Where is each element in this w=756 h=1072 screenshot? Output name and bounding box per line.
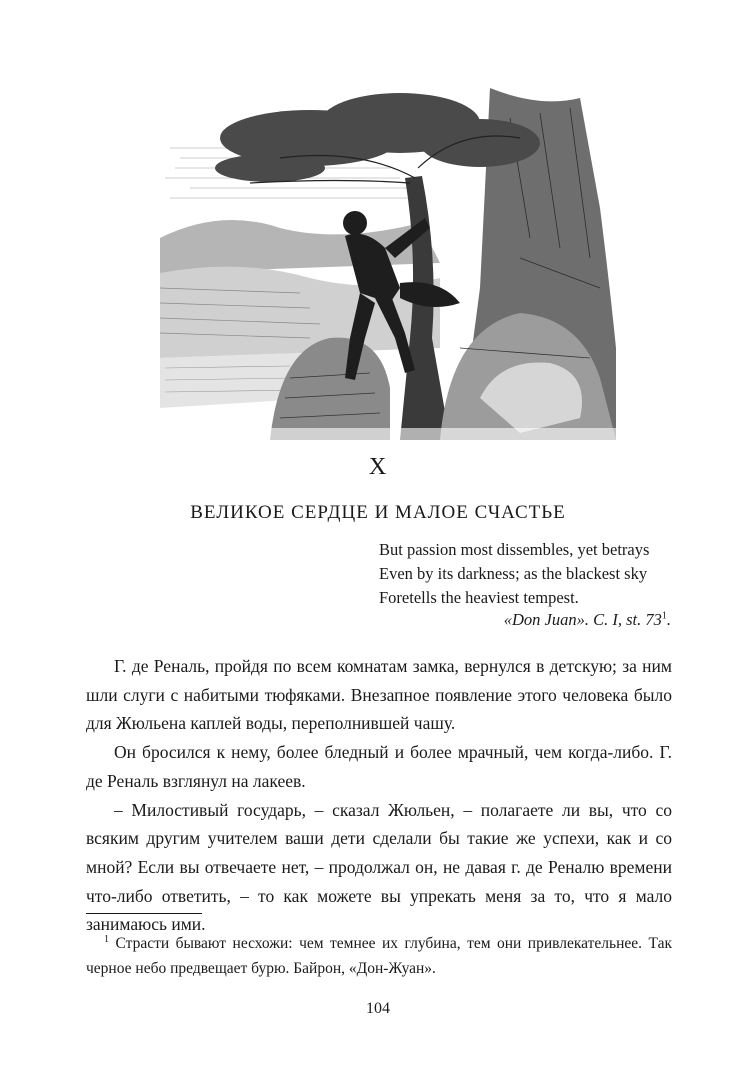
epigraph-source-text: «Don Juan». C. I, st. 73 xyxy=(503,610,662,629)
epigraph-source xyxy=(504,610,671,630)
footnote-marker: 1 xyxy=(104,934,109,945)
paragraph: Он бросился к нему, более бледный и более мрачный, чем когда-либо. Г. де Реналь взглянул на лакеев. xyxy=(86,742,672,791)
body-text xyxy=(86,652,672,939)
footnote-text: Страсти бывают несхожи: чем темнее их глубина, тем они привлекательнее. Так черное небо предвещает бурю. Байрон, «Дон-Жуан». xyxy=(86,935,672,978)
chapter-title: ВЕЛИКОЕ СЕРДЦЕ И МАЛОЕ СЧАСТЬЕ xyxy=(190,502,566,523)
epigraph-line: But passion most dissembles, yet betrays xyxy=(379,540,650,559)
footnote xyxy=(86,927,672,981)
epigraph-line: Even by its darkness; as the blackest sky xyxy=(379,564,648,583)
paragraph: – Милостивый государь, – сказал Жюльен, – полагаете ли вы, что со всяким другим учителем ваши дети сделали бы такие же успехи, как и со мной? Если вы отвечаете нет, – продолжал он, не давая г. де Реналю времени что-либо ответить, – то как можете вы упрекать меня за то, что я мало занимаюсь ими. xyxy=(86,799,672,935)
footnote-divider xyxy=(86,913,202,914)
chapter-number: X xyxy=(368,454,388,480)
epigraph-source-end: . xyxy=(666,610,671,629)
paragraph: Г. де Реналь, пройдя по всем комнатам замка, вернулся в детскую; за ним шли слуги с набитыми тюфяками. Внезапное появление этого человека было для Жюльена каплей воды, переполнившей чашу. xyxy=(86,656,672,734)
page-number: 104 xyxy=(366,1000,390,1017)
epigraph xyxy=(379,538,679,610)
epigraph-line: Foretells the heaviest tempest. xyxy=(379,588,579,607)
footnote-ref: 1 xyxy=(661,610,667,622)
engraving-illustration xyxy=(160,88,616,440)
